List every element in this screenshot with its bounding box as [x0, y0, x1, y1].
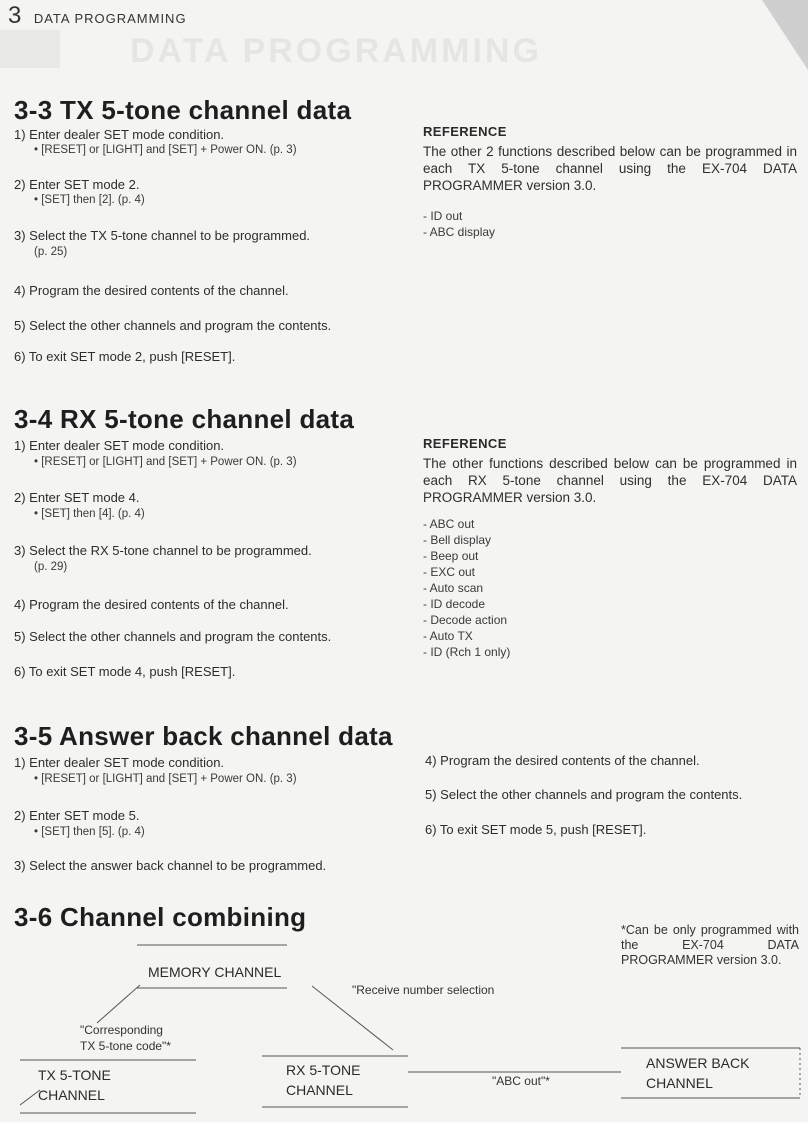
page-corner-fold [762, 0, 808, 70]
s33-reference-list [423, 208, 797, 240]
rx-5tone-channel-box [286, 1060, 360, 1100]
s33-reference-text: The other 2 functions described below can be programmed in each TX 5-tone channel using the EX-704 DATA PROGRAMMER version 3.0. [423, 144, 797, 193]
tx-box-line2: CHANNEL [38, 1087, 105, 1103]
rx-box-line2: CHANNEL [286, 1082, 353, 1098]
corresponding-label-line1: "Corresponding [80, 1023, 163, 1037]
bleed-through-title: DATA PROGRAMMING [130, 32, 542, 70]
chapter-title: DATA PROGRAMMING [33, 11, 187, 26]
section-3-5-title: 3-5 Answer back channel data [14, 721, 393, 751]
s35-step-6: 6) To exit SET mode 5, push [RESET]. [425, 822, 647, 837]
section-3-4-title: 3-4 RX 5-tone channel data [14, 404, 355, 434]
s34-reference [423, 436, 797, 660]
s35-step-5: 5) Select the other channels and program the contents. [425, 787, 743, 802]
chapter-header [8, 2, 187, 30]
s34-step-5: 5) Select the other channels and program the contents. [14, 629, 332, 644]
s33-step-3-detail: (p. 25) [34, 246, 68, 258]
answerback-box-line2: CHANNEL [646, 1075, 713, 1091]
s34-step-2: 2) Enter SET mode 4. [14, 490, 140, 505]
s33-reference [423, 124, 797, 240]
s34-step-1: 1) Enter dealer SET mode condition. [14, 438, 225, 453]
list-item: - Auto TX [423, 629, 473, 643]
rx-box-line1: RX 5-TONE [286, 1062, 361, 1078]
s33-step-5: 5) Select the other channels and program the contents. [14, 318, 332, 333]
s33-reference-heading: REFERENCE [423, 124, 507, 139]
memory-channel-box: MEMORY CHANNEL [148, 964, 282, 980]
s33-step-3: 3) Select the TX 5-tone channel to be programmed. [14, 228, 311, 243]
list-item: - ABC out [423, 517, 475, 531]
list-item: - Decode action [423, 613, 508, 627]
s33-step-1-detail: • [RESET] or [LIGHT] and [SET] + Power ON. (p. 3) [34, 144, 297, 156]
s34-reference-text: The other functions described below can be programmed in each RX 5-tone channel using the EX-704 DATA PROGRAMMER version 3.0. [423, 456, 797, 505]
tx-box-line1: TX 5-TONE [38, 1067, 111, 1083]
s35-step-4: 4) Program the desired contents of the channel. [425, 753, 700, 768]
s35-step-1-detail: • [RESET] or [LIGHT] and [SET] + Power ON. (p. 3) [34, 773, 297, 785]
tx-connector-tail [20, 1090, 40, 1105]
corresponding-label-line2: TX 5-tone code"* [80, 1039, 171, 1053]
s35-step-3: 3) Select the answer back channel to be programmed. [14, 858, 327, 873]
chapter-number: 3 [8, 2, 22, 29]
abc-out-label: "ABC out"* [492, 1074, 550, 1088]
s33-step-2: 2) Enter SET mode 2. [14, 177, 140, 192]
s34-step-4: 4) Program the desired contents of the channel. [14, 597, 289, 612]
tx-5tone-channel-box [38, 1065, 111, 1105]
receive-number-label: "Receive number selection [352, 983, 495, 997]
list-item: - ID out [423, 209, 463, 223]
memory-to-tx-connector [97, 985, 140, 1023]
list-item: - Beep out [423, 549, 479, 563]
list-item: - Auto scan [423, 581, 484, 595]
s34-step-6: 6) To exit SET mode 4, push [RESET]. [14, 664, 236, 679]
answer-back-channel-box [646, 1053, 749, 1093]
list-item: - EXC out [423, 565, 476, 579]
list-item: - ABC display [423, 225, 496, 239]
list-item: - Bell display [423, 533, 492, 547]
bleed-through-block [0, 30, 60, 68]
answerback-box-line1: ANSWER BACK [646, 1055, 750, 1071]
s34-reference-list [423, 516, 797, 660]
s35-step-2-detail: • [SET] then [5]. (p. 4) [34, 826, 145, 838]
list-item: - ID (Rch 1 only) [423, 645, 511, 659]
s33-step-4: 4) Program the desired contents of the channel. [14, 283, 289, 298]
s33-step-6: 6) To exit SET mode 2, push [RESET]. [14, 349, 236, 364]
s34-step-1-detail: • [RESET] or [LIGHT] and [SET] + Power ON. (p. 3) [34, 456, 297, 468]
list-item: - ID decode [423, 597, 486, 611]
s34-step-3-detail: (p. 29) [34, 561, 68, 573]
section-3-6-title: 3-6 Channel combining [14, 902, 307, 932]
s34-step-2-detail: • [SET] then [4]. (p. 4) [34, 508, 145, 520]
section-3-3-title: 3-3 TX 5-tone channel data [14, 95, 352, 125]
s34-step-3: 3) Select the RX 5-tone channel to be programmed. [14, 543, 312, 558]
s33-step-2-detail: • [SET] then [2]. (p. 4) [34, 194, 145, 206]
programmer-footnote: *Can be only programmed with the EX-704 DATA PROGRAMMER version 3.0. [621, 923, 799, 967]
s33-step-1: 1) Enter dealer SET mode condition. [14, 127, 225, 142]
s35-step-2: 2) Enter SET mode 5. [14, 808, 140, 823]
s34-reference-heading: REFERENCE [423, 436, 507, 451]
s35-step-1: 1) Enter dealer SET mode condition. [14, 755, 225, 770]
